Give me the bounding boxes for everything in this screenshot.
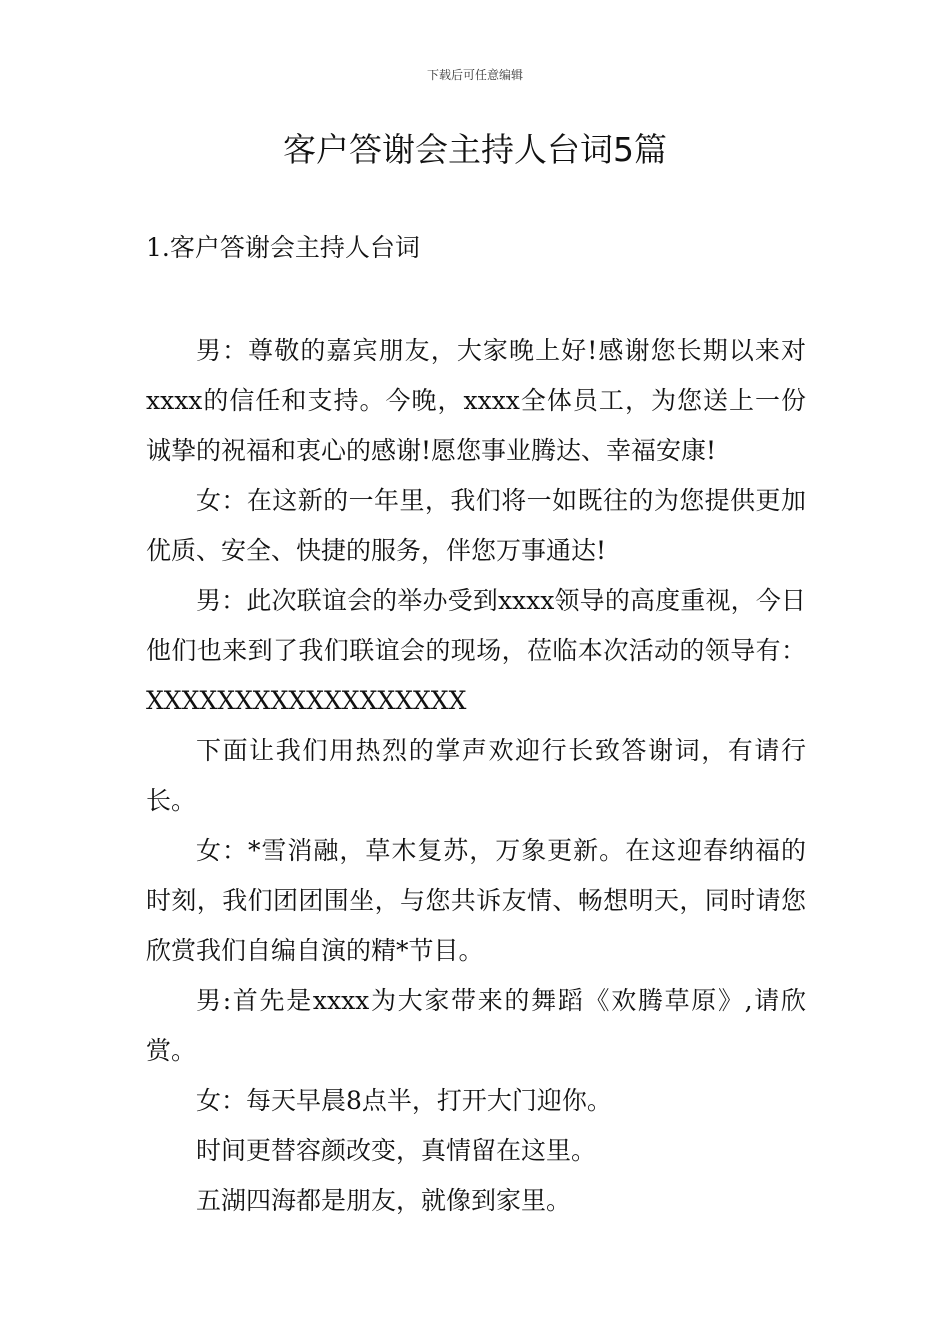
paragraph: 五湖四海都是朋友，就像到家里。 bbox=[196, 1186, 572, 1215]
document-body bbox=[146, 326, 806, 1226]
paragraph: 下面让我们用热烈的掌声欢迎行长致答谢词，有请行长。 bbox=[146, 736, 806, 815]
paragraph: 时间更替容颜改变，真情留在这里。 bbox=[196, 1136, 597, 1165]
section-heading: 1.客户答谢会主持人台词 bbox=[146, 233, 420, 262]
paragraph: 女：在这新的一年里，我们将一如既往的为您提供更加优质、安全、快捷的服务，伴您万事通达! bbox=[146, 486, 806, 565]
paragraph: 男：尊敬的嘉宾朋友，大家晚上好!感谢您长期以来对xxxx的信任和支持。今晚，xxxx全体员工，为您送上一份诚挚的祝福和衷心的感谢!愿您事业腾达、幸福安康! bbox=[146, 336, 806, 465]
paragraph: 男：此次联谊会的举办受到xxxx领导的高度重视，今日他们也来到了我们联谊会的现场，莅临本次活动的领导有：XXXXXXXXXXXXXXXXXX bbox=[146, 586, 806, 715]
paragraph: 女：每天早晨8点半，打开大门迎你。 bbox=[196, 1086, 612, 1115]
document-title: 客户答谢会主持人台词5篇 bbox=[283, 130, 667, 169]
paragraph: 男:首先是xxxx为大家带来的舞蹈《欢腾草原》,请欣赏。 bbox=[146, 986, 806, 1065]
paragraph: 女：*雪消融，草木复苏，万象更新。在这迎春纳福的时刻，我们团团围坐，与您共诉友情、畅想明天，同时请您欣赏我们自编自演的精*节目。 bbox=[146, 836, 806, 965]
header-note: 下载后可任意编辑 bbox=[426, 68, 523, 82]
